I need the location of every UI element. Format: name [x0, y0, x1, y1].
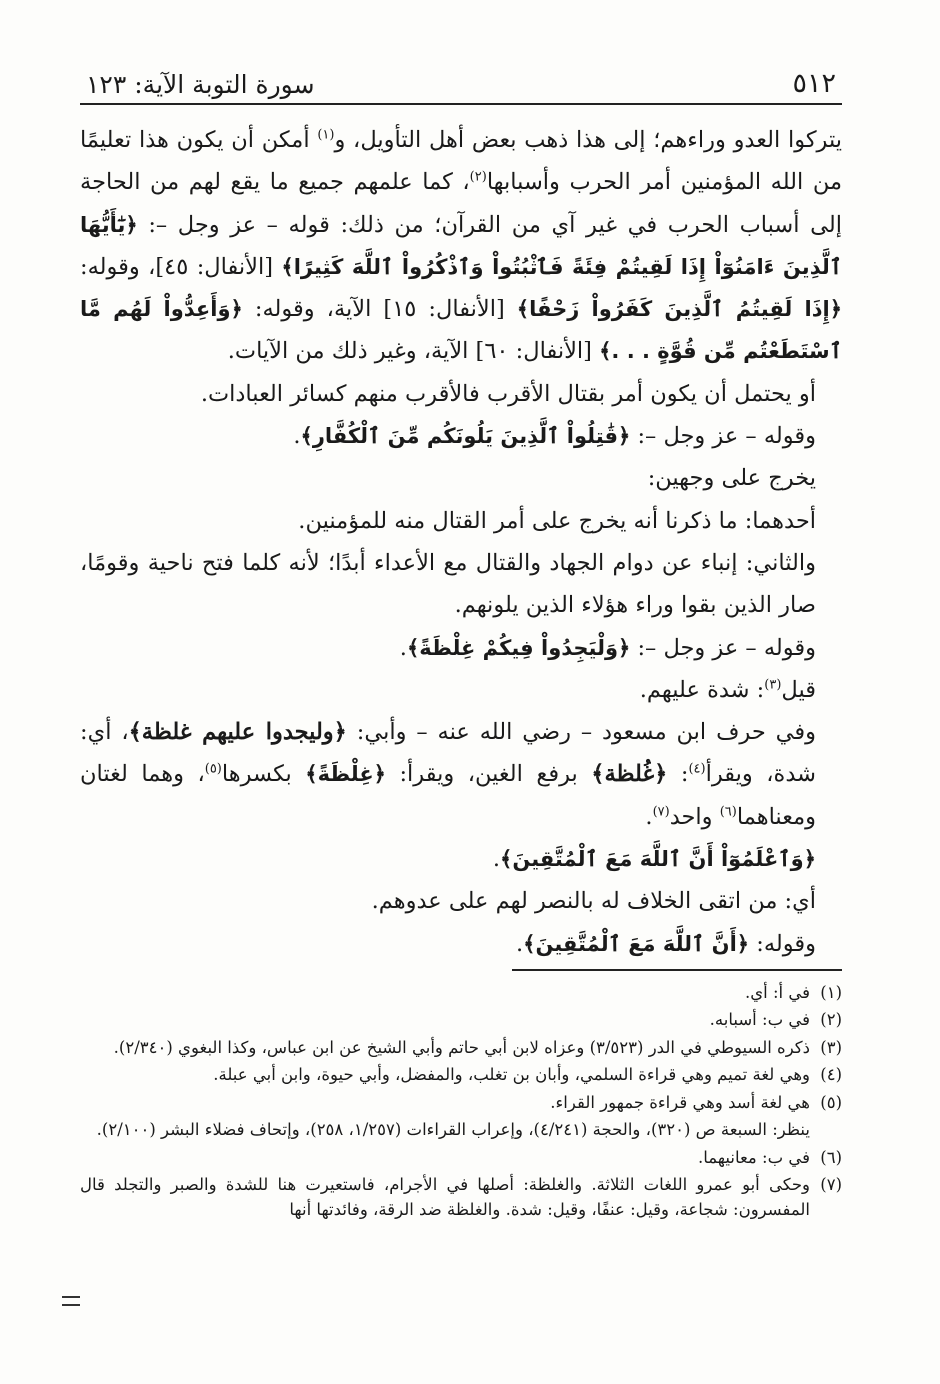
quran-verse: ﴿إِذَا لَقِيتُمُ ٱلَّذِينَ كَفَرُواْ زَحْفًا﴾	[516, 297, 843, 322]
continuation-mark	[62, 1296, 80, 1306]
footnote-ref-5: (٥)	[204, 761, 222, 777]
footnote-text: في أ: أي.	[744, 982, 810, 1002]
quran-reading: ﴿وليجدوا عليهم غلظة﴾	[128, 719, 347, 746]
footnote-ref-3: (٣)	[764, 677, 782, 693]
footnote-separator	[512, 969, 842, 971]
footnote	[80, 1173, 842, 1222]
main-text	[80, 119, 842, 965]
footnote-text: ذكره السيوطي في الدر (٣/٥٢٣) وعزاه لابن أبي حاتم وأبي الشيخ عن ابن عباس، وكذا البغوي (٢/٣٤٠).	[113, 1037, 810, 1057]
paragraph-6: والثاني: إنباء عن دوام الجهاد والقتال مع الأعداء أبدًا؛ لأنه كلما فتح ناحية وقومًا، صار الذين بقوا وراء هؤلاء الذين يلونهم.	[80, 549, 816, 619]
paragraph-11: أي: من اتقى الخلاف له بالنصر لهم على عدوهم.	[371, 888, 816, 915]
footnote	[80, 1036, 842, 1061]
footnote-ref-7: (٧)	[652, 804, 670, 820]
footnote-text: وحكى أبو عمرو اللغات الثلاثة. والغلظة: أصلها في الأجرام، فاستعيرت هنا للشدة والصبر والتجلد قال المفسرون: شجاعة، وقيل: عنفًا، وقيل: شدة. والغلظة ضد الرقة، وفائدتها أنها	[80, 1175, 810, 1219]
paragraph-7: وقوله – عز وجل –: ﴿وَلْيَجِدُواْ فِيكُمْ غِلْظَةً﴾.	[399, 634, 816, 661]
footnote-text: وهي لغة تميم وهي قراءة السلمي، وأبان بن تغلب، والمفضل، وأبي حيوة، وابن أبي عبلة.	[213, 1065, 810, 1085]
surah-title: سورة التوبة الآية: ١٢٣	[86, 70, 315, 99]
footnote	[80, 981, 842, 1006]
paragraph-4: يخرج على وجهين:	[647, 465, 816, 492]
paragraph-12: وقوله: ﴿أَنَّ ٱللَّهَ مَعَ ٱلْمُتَّقِينَ﴾.	[516, 930, 816, 957]
footnote-continuation: ينظر: السبعة ص (٣٢٠)، والحجة (٤/٢٤١)، وإعراب القراءات (١/٢٥٧، ٢٥٨)، وإتحاف فضلاء البشر (٢/١٠٠).	[96, 1120, 810, 1140]
quran-verse: ﴿أَنَّ ٱللَّهَ مَعَ ٱلْمُتَّقِينَ﴾	[523, 931, 750, 956]
paragraph-9: وفي حرف ابن مسعود – رضي الله عنه – وأبي: ﴿وليجدوا عليهم غلظة﴾، أي: شدة، ويقرأ$^{(٤)}$: ﴿غُلظة﴾ برفع الغين، ويقرأ: ﴿غِلْظَةً﴾ بكسرها$^{(٥)}$، وهما لغتان ومعناهما$^{(٦)}$ واحد$^{(٧)}$.	[80, 719, 816, 830]
quran-verse: ﴿يَٰٓأَيُّهَا ٱلَّذِينَ ءَامَنُوٓاْ إِذَا لَقِيتُمْ فِئَةً فَٱثْبُتُواْ وَٱذْكُرُواْ ٱللَّهَ كَثِيرًا﴾	[80, 212, 843, 279]
footnote-number: (٣)	[820, 1037, 842, 1057]
paragraph-2: أو يحتمل أن يكون أمر بقتال الأقرب فالأقرب منهم كسائر العبادات.	[200, 380, 816, 407]
quran-verse: ﴿قَٰتِلُواْ ٱلَّذِينَ يَلُونَكُم مِّنَ ٱلْكُفَّارِ﴾	[300, 424, 631, 449]
footnote-ref-2: (٢)	[469, 169, 487, 185]
paragraph-1: يتركوا العدو وراءهم؛ إلى هذا ذهب بعض أهل التأويل، و$^{(١)}$ أمكن أن يكون هذا تعليمًا من الله المؤمنين أمر الحرب وأسبابها$^{(٢)}$، كما علمهم جميع ما يقع لهم من الحاجة إلى أسباب الحرب في غير آي من القرآن؛ من ذلك: قوله – عز وجل –: ﴿يَٰٓأَيُّهَا ٱلَّذِينَ ءَامَنُوٓاْ إِذَا لَقِيتُمْ فِئَةً فَٱثْبُتُواْ وَٱذْكُرُواْ ٱللَّهَ كَثِيرًا﴾ [الأنفال: ٤٥]، وقوله: ﴿إِذَا لَقِيتُمُ ٱلَّذِينَ كَفَرُواْ زَحْفًا﴾ [الأنفال: ١٥] الآية، وقوله: ﴿وَأَعِدُّواْ لَهُم مَّا ٱسْتَطَعْتُم مِّن قُوَّةٍ . . .﴾ [الأنفال: ٦٠] الآية، وغير ذلك من الآيات.	[80, 127, 843, 365]
footnote-ref-4: (٤)	[688, 761, 706, 777]
footnote-text: في ب: أسبابه.	[709, 1010, 810, 1030]
quran-verse: ﴿وَلْيَجِدُواْ فِيكُمْ غِلْظَةً﴾	[406, 635, 631, 660]
footnotes	[80, 981, 842, 1223]
paragraph-3: وقوله – عز وجل –: ﴿قَٰتِلُواْ ٱلَّذِينَ يَلُونَكُم مِّنَ ٱلْكُفَّارِ﴾.	[293, 423, 816, 450]
book-page	[80, 55, 842, 1345]
footnote-number: (٦)	[820, 1147, 842, 1167]
footnote	[80, 1063, 842, 1088]
quran-verse: ﴿وَأَعِدُّواْ لَهُم مَّا ٱسْتَطَعْتُم مِّن قُوَّةٍ . . .﴾	[80, 297, 842, 364]
footnote	[80, 1091, 842, 1116]
footnote-number: (٢)	[820, 1010, 842, 1030]
footnote-ref-1: (١)	[317, 127, 335, 143]
footnote-ref-6: (٦)	[719, 804, 737, 820]
paragraph-8: قيل$^{(٣)}$: شدة عليهم.	[639, 676, 816, 703]
footnote-number: (٧)	[820, 1175, 842, 1195]
quran-reading: ﴿غِلْظَةً﴾	[305, 762, 386, 787]
footnote-text: في ب: معانيهما.	[697, 1147, 810, 1167]
footnote	[80, 1008, 842, 1033]
footnote-text: هي لغة أسد وهي قراءة جمهور القراء.	[550, 1092, 810, 1112]
page-header	[80, 55, 842, 105]
page-number: ٥١٢	[792, 68, 836, 99]
quran-verse: ﴿وَٱعْلَمُوٓاْ أَنَّ ٱللَّهَ مَعَ ٱلْمُتَّقِينَ﴾	[500, 847, 816, 872]
paragraph-10: ﴿وَٱعْلَمُوٓاْ أَنَّ ٱللَّهَ مَعَ ٱلْمُتَّقِينَ﴾.	[492, 846, 816, 873]
footnote-number: (٤)	[820, 1065, 842, 1085]
paragraph-5: أحدهما: ما ذكرنا أنه يخرج على أمر القتال منه للمؤمنين.	[298, 507, 816, 534]
quran-reading: ﴿غُلظة﴾	[591, 761, 668, 788]
footnote-number: (١)	[820, 982, 842, 1002]
footnote-number: (٥)	[820, 1092, 842, 1112]
footnote	[80, 1146, 842, 1171]
